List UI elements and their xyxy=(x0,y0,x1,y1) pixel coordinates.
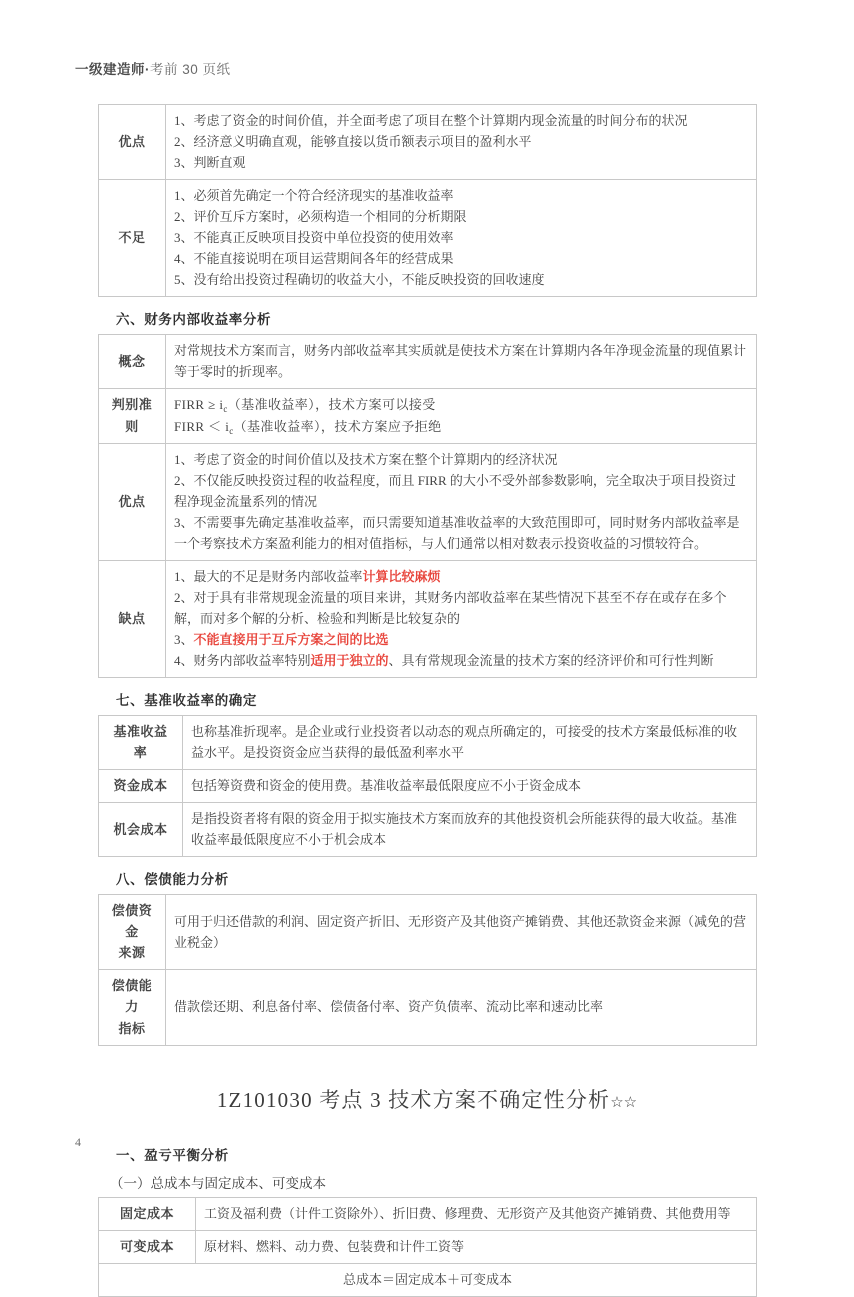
row-label-advantages: 优点 xyxy=(99,105,166,180)
list-item: 1、必须首先确定一个符合经济现实的基准收益率 xyxy=(174,188,454,204)
row-label-shortcomings: 不足 xyxy=(99,180,166,297)
table-row xyxy=(99,389,757,443)
list-item: 3、不需要事先确定基准收益率，而只需要知道基准收益率的大致范围即可，同时财务内部收益率是一个考察技术方案盈利能力的相对值指标，与人们通常以相对数表示投资收益的习惯较符合。 xyxy=(174,514,740,551)
table-row xyxy=(99,895,757,970)
disadv-1-highlight: 计算比较麻烦 xyxy=(362,568,441,584)
row-label-firr-advantages: 优点 xyxy=(99,443,166,560)
list-item xyxy=(174,650,748,671)
row-label-solvency-indicators xyxy=(99,970,166,1045)
table-row xyxy=(99,180,757,297)
row-label-capital-cost: 资金成本 xyxy=(99,770,183,803)
criterion-2-prefix: FIRR ＜ i xyxy=(174,418,230,434)
list-item: 2、评价互斥方案时，必须构造一个相同的分析期限 xyxy=(174,209,467,225)
page-number: 4 xyxy=(75,1135,81,1149)
row-label-criterion: 判别准则 xyxy=(99,389,166,443)
criterion-1-prefix: FIRR ≥ i xyxy=(174,397,224,413)
table-row xyxy=(99,105,757,180)
disadv-4-text-a: 4、财务内部收益率特别 xyxy=(174,652,311,668)
section-heading-one: 一、盈亏平衡分析 xyxy=(116,1147,229,1163)
list-item: 1、考虑了资金的时间价值，并全面考虑了项目在整个计算期内现金流量的时间分布的状况 xyxy=(174,113,688,128)
section-heading-seven: 七、基准收益率的确定 xyxy=(116,693,257,709)
section-heading-eight: 八、偿债能力分析 xyxy=(116,872,229,888)
table-firr xyxy=(98,334,757,678)
row-body-shortcomings xyxy=(166,180,757,297)
row-body-benchmark-rate: 也称基准折现率。是企业或行业投资者以动态的观点所确定的，可接受的技术方案最低标准的收益水平。是投资资金应当获得的最低盈利率水平 xyxy=(183,716,757,770)
row-label-fixed-cost: 固定成本 xyxy=(99,1197,196,1230)
difficulty-stars-icon: ☆☆ xyxy=(610,1094,638,1111)
criterion-line-2 xyxy=(174,416,748,437)
disadv-4-text-b: 、具有常规现金流量的技术方案的经济评价和可行性判断 xyxy=(388,652,714,668)
document-content xyxy=(98,104,756,1297)
criterion-1-subscript: c xyxy=(223,404,228,415)
row-body-criterion xyxy=(166,389,757,443)
table-row xyxy=(99,803,757,857)
header-separator: · xyxy=(145,62,150,77)
table-row xyxy=(99,443,757,560)
criterion-2-suffix: （基准收益率），技术方案应予拒绝 xyxy=(233,418,442,434)
row-label-variable-cost: 可变成本 xyxy=(99,1230,196,1263)
label-line-2: 指标 xyxy=(118,1020,146,1036)
chapter-title-text: 考点 3 技术方案不确定性分析 xyxy=(319,1087,611,1112)
header-title-sub: 考前 30 页纸 xyxy=(150,62,231,77)
row-label-firr-disadvantages: 缺点 xyxy=(99,560,166,677)
label-line-1: 偿债资金 xyxy=(111,903,153,940)
list-item: 4、不能直接说明在项目运营期间各年的经营成果 xyxy=(174,251,454,267)
table-solvency xyxy=(98,894,757,1045)
row-body-solvency-indicators: 借款偿还期、利息备付率、偿债备付率、资产负债率、流动比率和速动比率 xyxy=(166,970,757,1045)
table-row xyxy=(99,335,757,389)
list-item: 3、不能真正反映项目投资中单位投资的使用效率 xyxy=(174,230,454,246)
row-body-capital-cost: 包括筹资费和资金的使用费。基准收益率最低限度应不小于资金成本 xyxy=(183,770,757,803)
row-body-debt-funding-source: 可用于归还借款的利润、固定资产折旧、无形资产及其他资产摊销费、其他还款资金来源（减免的营业税金） xyxy=(166,895,757,970)
row-label-concept: 概念 xyxy=(99,335,166,389)
table-cost-breakdown xyxy=(98,1197,757,1297)
row-label-debt-funding-source xyxy=(99,895,166,970)
disadv-3-highlight: 不能直接用于互斥方案之间的比选 xyxy=(193,631,389,647)
criterion-2-subscript: c xyxy=(229,425,234,436)
row-body-firr-advantages xyxy=(166,443,757,560)
list-item: 2、不仅能反映投资过程的收益程度，而且 FIRR 的大小不受外部参数影响，完全取决于项目投资过程净现金流量系列的情况 xyxy=(174,472,736,509)
list-item: 1、考虑了资金的时间价值以及技术方案在整个计算期内的经济状况 xyxy=(174,451,558,467)
row-body-variable-cost: 原材料、燃料、动力费、包装费和计件工资等 xyxy=(196,1230,757,1263)
chapter-title xyxy=(98,1084,756,1114)
table-benchmark-rate xyxy=(98,715,757,857)
row-body-firr-disadvantages xyxy=(166,560,757,677)
disadv-4-highlight: 适用于独立的 xyxy=(310,652,389,668)
disadv-3-number: 3、 xyxy=(174,631,194,647)
list-item: 2、经济意义明确直观，能够直接以货币额表示项目的盈利水平 xyxy=(174,134,532,150)
list-item xyxy=(174,566,748,587)
criterion-1-suffix: （基准收益率），技术方案可以接受 xyxy=(227,397,436,413)
list-item: 2、对于具有非常规现金流量的项目来讲，其财务内部收益率在某些情况下甚至不存在或存在多个解，而对多个解的分析、检验和判断是比较复杂的 xyxy=(174,589,727,626)
table-row xyxy=(99,1263,757,1296)
row-label-opportunity-cost: 机会成本 xyxy=(99,803,183,857)
table-row xyxy=(99,770,757,803)
page-header xyxy=(75,58,231,78)
label-line-2: 来源 xyxy=(118,945,146,961)
table-row xyxy=(99,560,757,677)
label-line-1: 偿债能力 xyxy=(111,978,153,1015)
row-body-opportunity-cost: 是指投资者将有限的资金用于拟实施技术方案而放弃的其他投资机会所能获得的最大收益。基准收益率最低限度应不小于机会成本 xyxy=(183,803,757,857)
header-title-main: 一级建造师 xyxy=(75,62,145,77)
row-body-concept: 对常规技术方案而言，财务内部收益率其实质就是使技术方案在计算期内各年净现金流量的现值累计等于零时的折现率。 xyxy=(166,335,757,389)
subsection-heading-one-1: （一）总成本与固定成本、可变成本 xyxy=(110,1175,326,1191)
table-row xyxy=(99,970,757,1045)
list-item: 3、判断直观 xyxy=(174,155,246,171)
table-row xyxy=(99,1197,757,1230)
row-body-fixed-cost: 工资及福利费（计件工资除外）、折旧费、修理费、无形资产及其他资产摊销费、其他费用等 xyxy=(196,1197,757,1230)
table-row xyxy=(99,716,757,770)
section-heading-six: 六、财务内部收益率分析 xyxy=(116,312,272,328)
row-body-advantages xyxy=(166,105,757,180)
row-total-cost-formula: 总成本＝固定成本＋可变成本 xyxy=(99,1263,757,1296)
list-item: 5、没有给出投资过程确切的收益大小，不能反映投资的回收速度 xyxy=(174,272,545,288)
disadv-1-text: 1、最大的不足是财务内部收益率 xyxy=(174,568,363,584)
table-npv-pros-cons xyxy=(98,104,757,297)
row-label-benchmark-rate: 基准收益率 xyxy=(99,716,183,770)
criterion-line-1 xyxy=(174,394,748,415)
list-item xyxy=(174,629,748,650)
chapter-code: 1Z101030 xyxy=(216,1087,313,1112)
table-row xyxy=(99,1230,757,1263)
